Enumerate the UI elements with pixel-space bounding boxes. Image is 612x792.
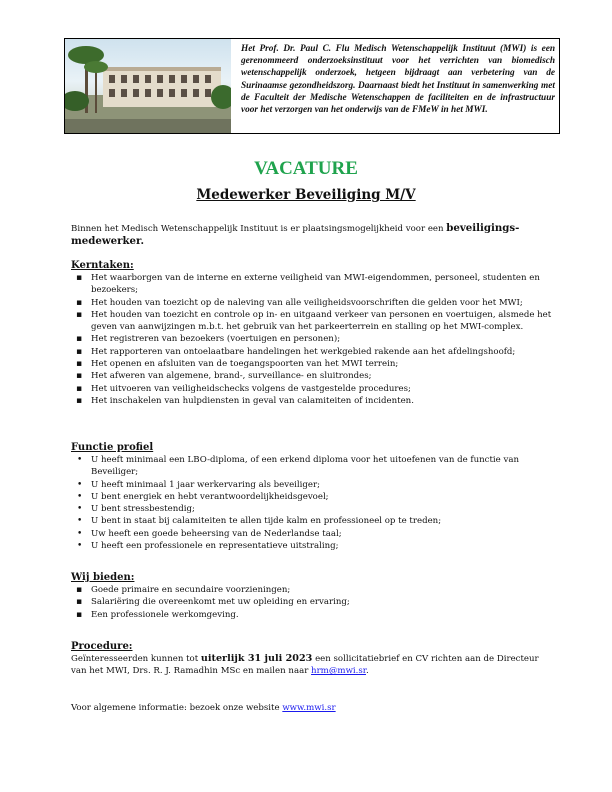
page-title: VACATURE xyxy=(254,158,358,179)
procedure-text-3: . xyxy=(365,666,369,677)
website-link[interactable]: www.mwi.sr xyxy=(282,703,336,713)
procedure-text-2: een sollicitatiebrief en CV richten aan de Directeur van het MWI, Drs. R. J. Ramadhin MSc en mailen naar xyxy=(71,654,539,677)
header-box xyxy=(64,38,560,134)
institute-intro-text: Het Prof. Dr. Paul C. Flu Medisch Wetenschappelijk Instituut (MWI) is een gerenommeerd onderzoeksinstituut voor het verrichten van biomedisch wetenschappelijk onderzoek, hetgeen bijdraagt aan verbetering van de Surinaamse gezondheidszorg. Daarnaast biedt het Instituut in samenwerking met de Faculteit der Medische Wetenschappen de faciliteiten en de infrastructuur voor het verzorgen van het onderwijs van de FMeW in het MWI. xyxy=(241,44,555,116)
list-item: ▪ Het registreren van bezoekers (voertuigen en personen); xyxy=(71,333,555,345)
procedure-text-1: Geïnteresseerden kunnen tot xyxy=(71,654,201,664)
functieprofiel-heading: Functie profiel xyxy=(71,442,154,453)
job-title-text: Medewerker Beveiliging M/V xyxy=(196,187,416,203)
list-item: • U heeft minimaal een LBO-diploma, of een erkend diploma voor het uitoefenen van de functie van Beveiliger; xyxy=(71,454,555,479)
list-item: ▪ Het inschakelen van hulpdiensten in geval van calamiteiten of incidenten. xyxy=(71,395,555,407)
info-text: Voor algemene informatie: bezoek onze website xyxy=(71,703,283,713)
opening-paragraph xyxy=(71,222,555,249)
deadline-date: uiterlijk 31 juli 2023 xyxy=(200,653,313,664)
list-item: • Uw heeft een goede beheersing van de Nederlandse taal; xyxy=(71,528,555,540)
email-link[interactable]: hrm@mwi.sr xyxy=(311,666,366,677)
list-item: ▪ Het afweren van algemene, brand-, surveillance- en sluitrondes; xyxy=(71,370,555,382)
list-item: • U heeft een professionele en representatieve uitstraling; xyxy=(71,540,555,552)
opening-bold: beveiligings-medewerker. xyxy=(71,222,520,248)
procedure-paragraph xyxy=(71,653,555,678)
info-paragraph xyxy=(71,702,555,714)
list-item: ▪ Salariëring die overeenkomt met uw opleiding en ervaring; xyxy=(71,596,555,608)
job-title xyxy=(0,187,612,203)
opening-text: Binnen het Medisch Wetenschappelijk Instituut is er plaatsingsmogelijkheid voor een xyxy=(71,224,447,234)
list-item: ▪ Het houden van toezicht op de naleving van alle veiligheidsvoorschriften die gelden voor het MWI; xyxy=(71,297,555,309)
list-item: ▪ Het waarborgen van de interne en externe veiligheid van MWI-eigendommen, personeel, studenten en bezoekers; xyxy=(71,272,555,297)
list-item: ▪ Het openen en afsluiten van de toegangspoorten van het MWI terrein; xyxy=(71,358,555,370)
list-item: • U bent stressbestendig; xyxy=(71,503,555,515)
procedure-section xyxy=(71,640,555,678)
list-item: ▪ Een professionele werkomgeving. xyxy=(71,609,555,621)
list-item: ▪ Het uitvoeren van veiligheidschecks volgens de vastgestelde procedures; xyxy=(71,383,555,395)
list-item: • U heeft minimaal 1 jaar werkervaring als beveiliger; xyxy=(71,479,555,491)
wijbieden-section xyxy=(71,571,555,621)
institute-building-photo xyxy=(65,39,231,133)
wijbieden-heading: Wij bieden: xyxy=(71,572,135,583)
list-item: ▪ Het rapporteren van ontoelaatbare handelingen het werkgebied rakende aan het afdelingshoofd; xyxy=(71,346,555,358)
functieprofiel-section xyxy=(71,441,555,552)
list-item: ▪ Het houden van toezicht en controle op in- en uitgaand verkeer van personen en voertuigen, alsmede het geven van aanwijzingen m.b.t. het gebruik van het parkeerterrein en stalling op het MWI-complex. xyxy=(71,309,555,334)
kerntaken-section xyxy=(71,259,555,407)
kerntaken-heading: Kerntaken: xyxy=(71,260,134,271)
list-item: • U bent in staat bij calamiteiten te allen tijde kalm en professioneel op te treden; xyxy=(71,515,555,527)
list-item: • U bent energiek en hebt verantwoordelijkheidsgevoel; xyxy=(71,491,555,503)
list-item: ▪ Goede primaire en secundaire voorzieningen; xyxy=(71,584,555,596)
procedure-heading: Procedure: xyxy=(71,641,133,652)
